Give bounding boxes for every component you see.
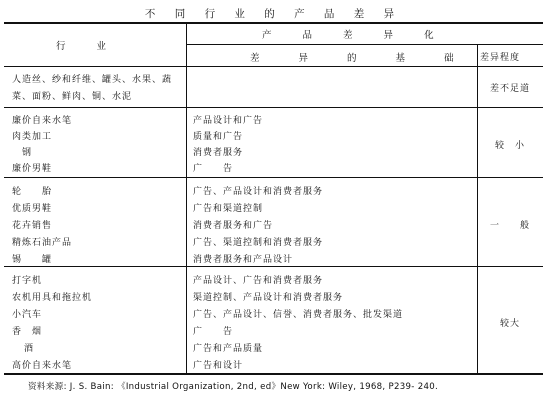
basis-item: 消费者服务和广告 — [193, 221, 274, 231]
industry-item: 轮 胎 — [12, 187, 53, 197]
table-title: 不 同 行 业 的 产 品 差 异 — [144, 8, 403, 20]
group-divider-1 — [4, 107, 543, 108]
industry-item: 优质男鞋 — [12, 204, 53, 214]
basis-item: 质量和广告 — [193, 132, 244, 142]
basis-item: 广 告 — [193, 164, 234, 174]
header-product-diff: 产 品 差 异 化 — [262, 30, 448, 41]
column-divider-degree — [477, 44, 478, 374]
basis-item: 广告和设计 — [193, 361, 244, 371]
column-divider-industry — [186, 22, 187, 374]
industry-item: 廉价自来水笔 — [12, 116, 73, 126]
industry-item: 菜、面粉、鲜肉、铜、水泥 — [12, 92, 133, 102]
basis-item: 产品设计和广告 — [193, 116, 264, 126]
basis-item: 广告和产品质量 — [193, 344, 264, 354]
basis-item: 消费者服务 — [193, 148, 244, 158]
basis-item: 广告和渠道控制 — [193, 204, 264, 214]
top-rule — [4, 22, 543, 24]
header-industry: 行 业 — [56, 41, 121, 52]
industry-item: 锡 罐 — [12, 255, 53, 265]
industry-item: 打字机 — [12, 276, 43, 286]
industry-item: 钢 — [22, 148, 33, 158]
industry-item: 小汽车 — [12, 310, 43, 320]
industry-item: 高价自来水笔 — [12, 361, 73, 371]
subheader-rule — [186, 44, 543, 45]
basis-item: 产品设计、广告和消费者服务 — [193, 276, 324, 286]
source-note: 资料来源: J. S. Bain: 《Industrial Organization, 2nd, ed》New York: Wiley, 1968, P239- 240. — [28, 382, 439, 392]
industry-item: 农机用具和拖拉机 — [12, 293, 93, 303]
basis-item: 广告、渠道控制和消费者服务 — [193, 238, 324, 248]
header-basis: 差 异 的 基 础 — [250, 53, 472, 64]
industry-item: 人造丝、纱和纤维、罐头、水果、蔬 — [12, 75, 173, 85]
basis-item: 渠道控制、产品设计和消费者服务 — [193, 293, 344, 303]
basis-item: 广告、产品设计和消费者服务 — [193, 187, 324, 197]
degree-label: 较 小 — [494, 141, 525, 151]
basis-item: 消费者服务和产品设计 — [193, 255, 294, 265]
bottom-rule — [4, 373, 543, 375]
industry-item: 花卉销售 — [12, 221, 53, 231]
industry-item: 精炼石油产品 — [12, 238, 73, 248]
industry-item: 酒 — [24, 344, 35, 354]
group-divider-3 — [4, 266, 543, 267]
basis-item: 广 告 — [193, 327, 234, 337]
degree-label: 一 般 — [489, 221, 530, 231]
industry-item: 肉类加工 — [12, 132, 53, 142]
industry-item: 香 烟 — [12, 327, 43, 337]
degree-label: 较大 — [499, 319, 520, 329]
header-degree: 差异程度 — [480, 53, 521, 63]
industry-item: 廉价男鞋 — [12, 164, 53, 174]
basis-item: 广告、产品设计、信誉、消费者服务、批发渠道 — [193, 310, 404, 320]
degree-label: 差不足道 — [489, 84, 530, 94]
header-bottom-rule — [4, 66, 543, 67]
group-divider-2 — [4, 177, 543, 178]
